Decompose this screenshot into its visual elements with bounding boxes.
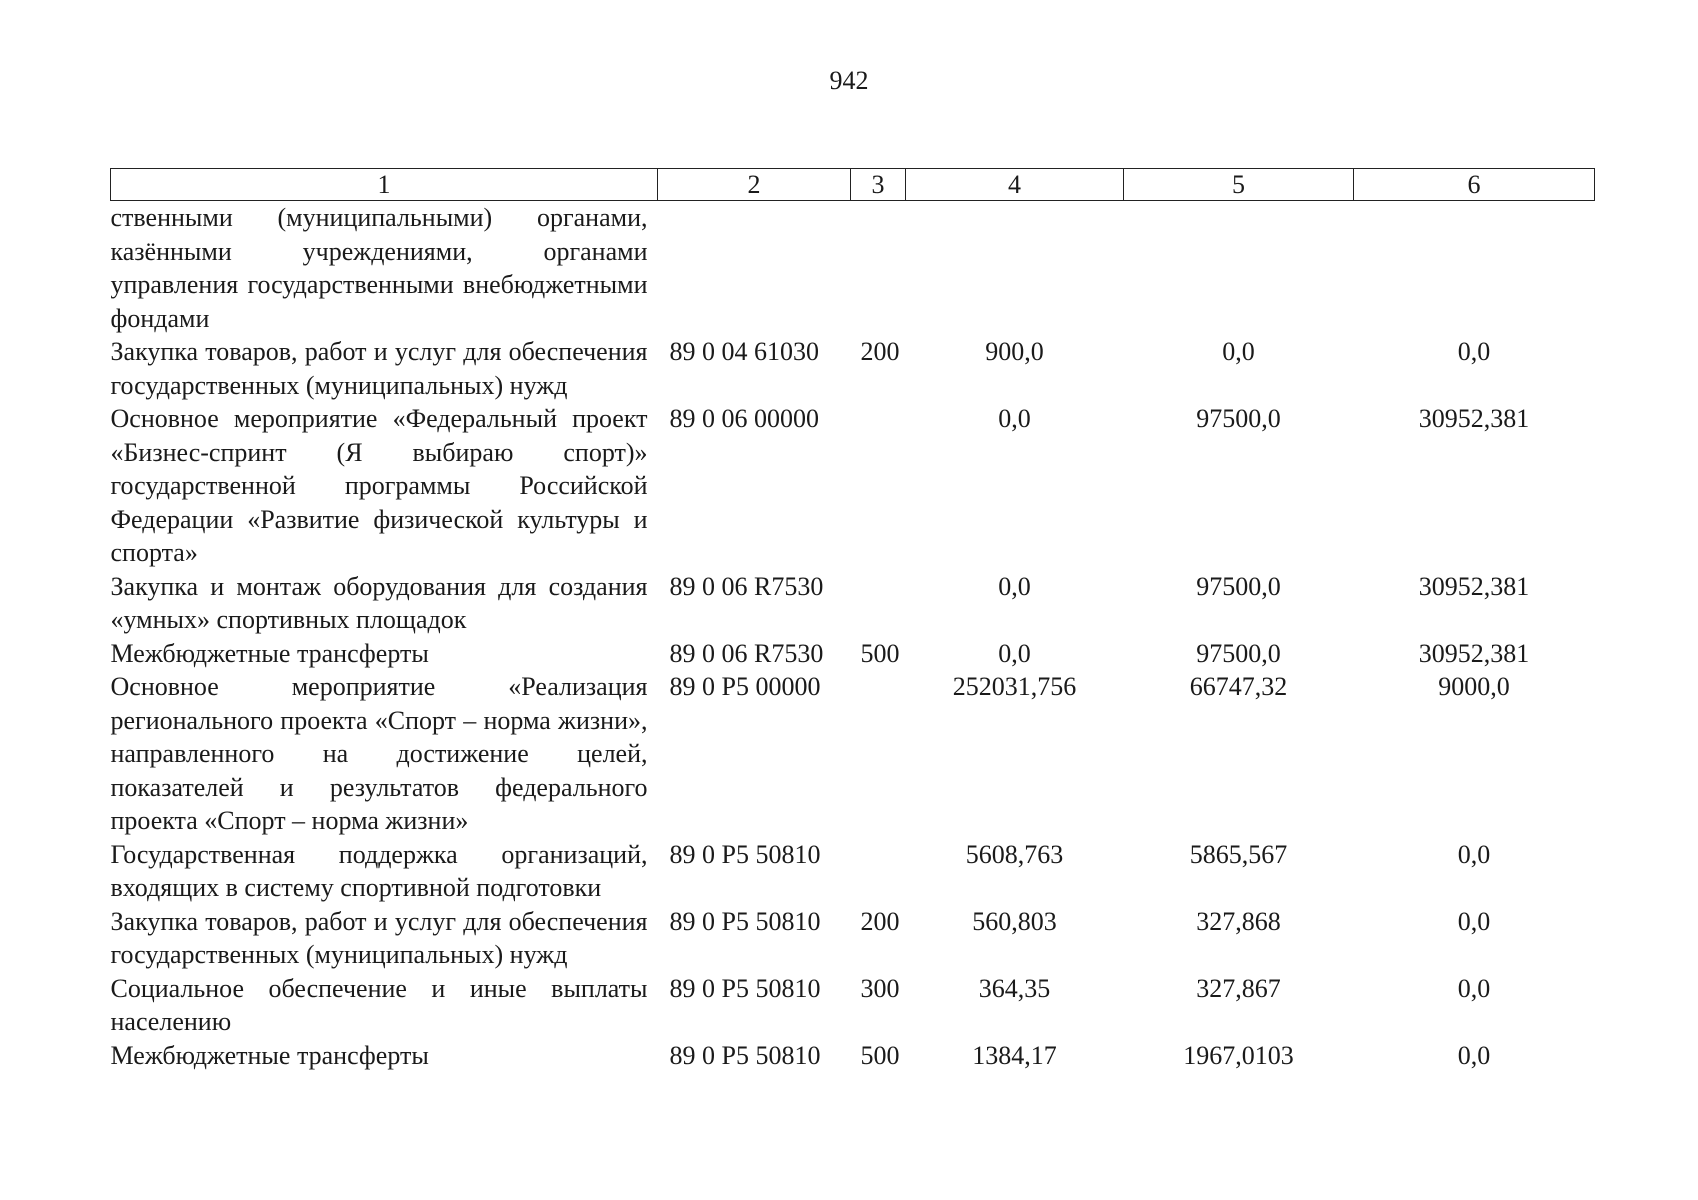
row-code: 89 0 06 R7530 (669, 638, 824, 668)
row-expense-type (851, 402, 906, 570)
row-expense-type (851, 201, 906, 336)
row-expense-type (851, 838, 906, 905)
column-header-4: 4 (906, 169, 1124, 201)
row-value-5: 97500,0 (1196, 571, 1281, 601)
row-value-4: 5608,763 (965, 839, 1064, 869)
row-name: Основное мероприятие «Федеральный проект «Бизнес-спринт (Я выбираю спорт)» государственной программы Российской Федерации «Развитие физической культуры и спорта» (110, 404, 648, 567)
table-row (111, 1039, 1595, 1073)
row-value-4: 0,0 (998, 638, 1031, 668)
column-header-2: 2 (658, 169, 851, 201)
row-value-6: 0,0 (1457, 337, 1491, 366)
row-code: 89 0 Р5 50810 (669, 906, 821, 936)
column-header-6: 6 (1354, 169, 1595, 201)
row-expense-type: 200 (860, 906, 900, 936)
row-value-5: 327,867 (1196, 973, 1281, 1003)
row-expense-type (851, 670, 906, 838)
row-code: 89 0 04 61030 (669, 337, 819, 366)
row-value-5: 97500,0 (1196, 638, 1281, 668)
row-value-4: 0,0 (998, 571, 1031, 601)
row-code: 89 0 06 R7530 (669, 571, 824, 601)
row-value-6: 30952,381 (1418, 404, 1530, 433)
table-row (111, 905, 1595, 972)
row-name: Межбюджетные трансферты (110, 638, 429, 668)
row-value-5: 5865,567 (1189, 839, 1288, 869)
row-value-5: 0,0 (1222, 337, 1255, 366)
table-row (111, 637, 1595, 671)
table-row (111, 670, 1595, 838)
row-name: ственными (муниципальными) органами, казёнными учреждениями, органами управления государственными внебюджетными фондами (110, 203, 648, 333)
row-name: Межбюджетные трансферты (110, 1040, 429, 1070)
column-header-3: 3 (851, 169, 906, 201)
row-value-6: 30952,381 (1418, 638, 1530, 668)
table-row (111, 972, 1595, 1039)
table-row (111, 402, 1595, 570)
budget-table (110, 168, 1595, 1072)
row-name: Социальное обеспечение и иные выплаты населению (110, 973, 648, 1036)
row-value-6: 9000,0 (1438, 672, 1510, 701)
row-code: 89 0 Р5 00000 (669, 672, 821, 701)
page-number: 942 (829, 66, 869, 95)
row-name: Закупка и монтаж оборудования для создания «умных» спортивных площадок (110, 571, 648, 634)
row-value-5 (1124, 201, 1354, 336)
row-expense-type: 200 (860, 337, 900, 366)
row-value-6: 0,0 (1457, 1040, 1491, 1070)
row-code (658, 201, 851, 336)
table-row (111, 335, 1595, 402)
row-value-4: 364,35 (978, 973, 1051, 1003)
row-value-5: 66747,32 (1189, 672, 1288, 701)
table-row (111, 838, 1595, 905)
column-header-5: 5 (1124, 169, 1354, 201)
row-value-6: 30952,381 (1418, 571, 1530, 601)
row-value-6 (1354, 201, 1595, 336)
row-code: 89 0 06 00000 (669, 404, 819, 433)
table-row (111, 570, 1595, 637)
row-value-4: 1384,17 (972, 1040, 1057, 1070)
row-value-4 (906, 201, 1124, 336)
row-value-6: 0,0 (1457, 906, 1491, 936)
row-code: 89 0 Р5 50810 (669, 839, 821, 869)
header-row (111, 169, 1595, 201)
row-name: Государственная поддержка организаций, входящих в систему спортивной подготовки (110, 839, 648, 902)
row-value-6: 0,0 (1457, 973, 1491, 1003)
row-value-5: 1967,0103 (1183, 1040, 1294, 1070)
row-expense-type: 300 (860, 973, 900, 1003)
row-code: 89 0 Р5 50810 (669, 973, 821, 1003)
row-name: Основное мероприятие «Реализация регионального проекта «Спорт – норма жизни», направленного на достижение целей, показателей и результатов федерального проекта «Спорт – норма жизни» (110, 672, 648, 835)
row-value-4: 0,0 (998, 404, 1031, 433)
row-value-4: 900,0 (985, 337, 1044, 366)
row-name: Закупка товаров, работ и услуг для обеспечения государственных (муниципальных) нужд (110, 906, 648, 969)
row-expense-type (851, 570, 906, 637)
row-value-5: 97500,0 (1196, 404, 1281, 433)
column-header-1: 1 (111, 169, 658, 201)
row-value-6: 0,0 (1457, 839, 1491, 869)
row-code: 89 0 Р5 50810 (669, 1040, 821, 1070)
row-name: Закупка товаров, работ и услуг для обеспечения государственных (муниципальных) нужд (110, 337, 648, 400)
table-row (111, 201, 1595, 336)
row-value-4: 252031,756 (952, 672, 1077, 701)
row-expense-type: 500 (860, 1040, 900, 1070)
row-value-5: 327,868 (1196, 906, 1281, 936)
row-value-4: 560,803 (972, 906, 1057, 936)
row-expense-type: 500 (860, 638, 900, 668)
